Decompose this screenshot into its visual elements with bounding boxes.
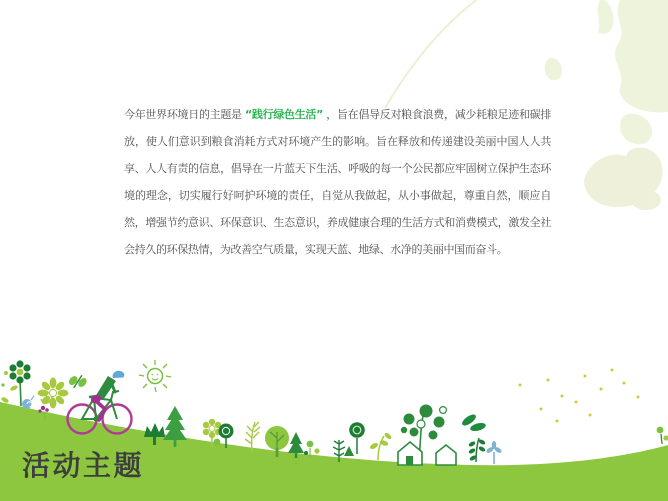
body-text-highlight: “践行绿色生活” xyxy=(244,108,324,121)
light-sprig-icon xyxy=(369,432,392,460)
blue-sprout-icon xyxy=(485,441,502,464)
leaf-watermark-icon xyxy=(578,140,668,220)
yellow-dots-icon xyxy=(519,369,640,423)
right-dot-flower-icon xyxy=(344,422,365,456)
snail-icon xyxy=(22,396,34,409)
leaves-icon xyxy=(460,412,486,432)
body-paragraph xyxy=(124,101,551,263)
twig-icon xyxy=(468,438,486,462)
body-text-suffix: ，旨在倡导反对粮食浪费，减少耗粮足迹和碳排放，使人们意识到粮食消耗方式对环境产生的影响。旨在释放和传递建设美丽中国人人共享、人人有责的信息，倡导在一片蓝天下生活、呼吸的每一个公民都应牢固树立保护生态环境的理念，切实履行好呵护环境的责任，自觉从我做起，从小事做起，尊重自然，顺应自然，增强节约意识、环保意识、生态意识，养成健康合理的生活方式和消费模式，激发全社会持久的环保热情，为改善空气质量，实现天蓝、地绿、水净的美丽中国而奋斗。 xyxy=(124,108,551,256)
houses-icon xyxy=(398,405,456,466)
body-text-prefix: 今年世界环境日的主题是 xyxy=(124,108,245,121)
edge-flowers-icon xyxy=(657,427,668,444)
footer-title: 活动主题 xyxy=(22,449,145,482)
sun-doodle-icon xyxy=(139,360,171,392)
butterfly-icon xyxy=(66,371,90,393)
big-daisy-flower-icon xyxy=(38,378,69,409)
